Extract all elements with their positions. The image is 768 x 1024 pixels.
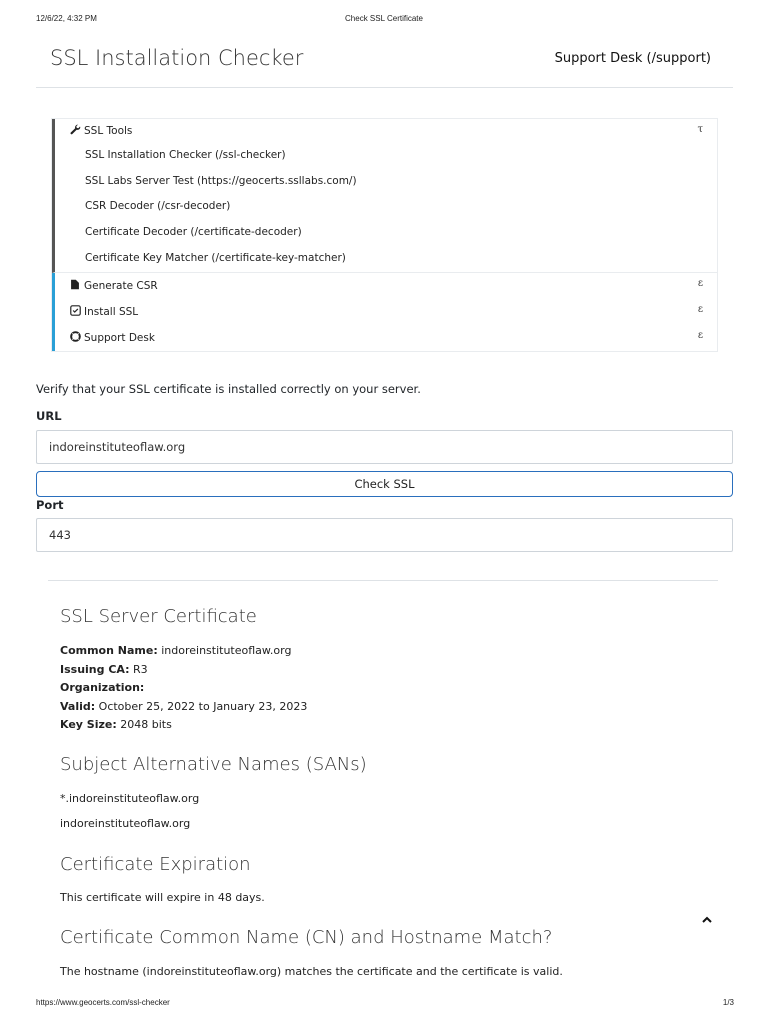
menu-head-support-desk[interactable] xyxy=(55,325,717,351)
valid-row xyxy=(60,700,307,713)
page-title: SSL Installation Checker xyxy=(50,46,304,70)
menu-label-support-desk: Support Desk xyxy=(84,332,155,344)
url-label: URL xyxy=(36,409,62,423)
print-doc-title: Check SSL Certificate xyxy=(345,14,423,23)
submenu-item-csr-decoder[interactable]: CSR Decoder (/csr-decoder) xyxy=(85,200,231,213)
expand-icon[interactable]: ε xyxy=(697,304,703,315)
organization-row xyxy=(60,681,144,694)
ssl-tools-submenu xyxy=(55,142,717,270)
expand-icon[interactable]: ε xyxy=(697,330,703,341)
expand-icon[interactable]: ε xyxy=(697,278,703,289)
match-text: The hostname (indoreinstituteoflaw.org) matches the certificate and the certificate is valid. xyxy=(60,965,563,978)
cert-heading: SSL Server Certificate xyxy=(60,606,257,627)
organization-label: Organization: xyxy=(60,681,145,694)
menu-head-install-ssl[interactable] xyxy=(55,299,717,325)
issuing-ca-label: Issuing CA: xyxy=(60,663,130,676)
sans-heading: Subject Alternative Names (SANs) xyxy=(60,754,367,775)
valid-value: October 25, 2022 to January 23, 2023 xyxy=(98,700,308,713)
expiration-heading: Certificate Expiration xyxy=(60,854,251,875)
file-icon xyxy=(69,279,81,293)
key-size-value: 2048 bits xyxy=(120,718,172,731)
print-page-number: 1/3 xyxy=(722,998,734,1007)
menu-group-others xyxy=(52,273,717,351)
issuing-ca-row xyxy=(60,663,148,676)
port-input[interactable]: 443 xyxy=(36,518,733,552)
wrench-icon xyxy=(69,124,81,138)
submenu-item-ssl-labs[interactable]: SSL Labs Server Test (https://geocerts.ssllabs.com/) xyxy=(85,174,357,187)
menu-head-generate-csr[interactable] xyxy=(55,273,717,299)
common-name-value: indoreinstituteoflaw.org xyxy=(161,644,292,657)
key-size-row xyxy=(60,718,172,731)
issuing-ca-value: R3 xyxy=(133,663,148,676)
support-desk-link[interactable]: Support Desk (/support) xyxy=(554,51,711,66)
check-ssl-button[interactable]: Check SSL xyxy=(36,471,733,497)
expiration-text: This certificate will expire in 48 days. xyxy=(60,891,265,904)
submenu-item-certificate-decoder[interactable]: Certificate Decoder (/certificate-decoder) xyxy=(85,225,302,238)
intro-text: Verify that your SSL certificate is installed correctly on your server. xyxy=(36,382,421,396)
menu-label-generate-csr: Generate CSR xyxy=(84,280,158,292)
scroll-to-top-icon[interactable] xyxy=(700,912,714,926)
print-footer xyxy=(0,998,768,1010)
san-item: *.indoreinstituteoflaw.org xyxy=(60,792,200,805)
check-square-icon xyxy=(69,305,81,319)
submenu-item-ssl-checker[interactable]: SSL Installation Checker (/ssl-checker) xyxy=(85,148,286,161)
menu-group-ssl-tools xyxy=(52,119,717,273)
common-name-label: Common Name: xyxy=(60,644,158,657)
match-heading: Certificate Common Name (CN) and Hostname Match? xyxy=(60,927,553,948)
menu-label-install-ssl: Install SSL xyxy=(84,306,139,318)
tools-menu xyxy=(51,118,718,352)
divider xyxy=(48,580,718,581)
valid-label: Valid: xyxy=(60,700,96,713)
san-item: indoreinstituteoflaw.org xyxy=(60,817,191,830)
life-ring-icon xyxy=(69,331,81,345)
print-url: https://www.geocerts.com/ssl-checker xyxy=(36,998,170,1007)
print-header xyxy=(0,14,768,26)
url-input[interactable]: indoreinstituteoflaw.org xyxy=(36,430,733,464)
key-size-label: Key Size: xyxy=(60,718,117,731)
common-name-row xyxy=(60,644,291,657)
site-header xyxy=(36,40,733,88)
menu-label-ssl-tools: SSL Tools xyxy=(84,124,133,137)
port-label: Port xyxy=(36,498,64,512)
submenu-item-key-matcher[interactable]: Certificate Key Matcher (/certificate-key-matcher) xyxy=(85,251,346,264)
print-datetime: 12/6/22, 4:32 PM xyxy=(36,14,97,23)
menu-head-ssl-tools[interactable] xyxy=(55,119,717,142)
collapse-icon[interactable]: τ xyxy=(697,124,703,135)
